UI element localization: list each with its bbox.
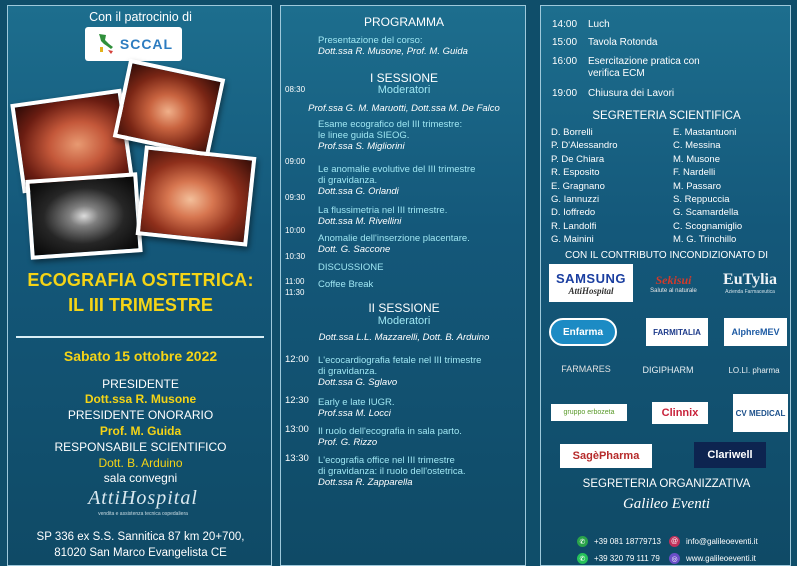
sponsor-clinnix: Clinnix: [652, 402, 708, 424]
whatsapp-icon: ✆: [577, 553, 588, 564]
contact-email[interactable]: @ info@galileoeventi.it: [670, 537, 758, 546]
venue-label: sala convegni: [103, 471, 178, 485]
member-name: C. Scognamiglio: [673, 220, 743, 232]
scientific-lead-label: RESPONSABILE SCIENTIFICO: [54, 440, 227, 454]
program-heading: PROGRAMMA: [363, 15, 444, 29]
sponsor-clariwell: Clariwell: [694, 442, 766, 468]
sponsor-farmares: FARMARES: [561, 364, 611, 374]
address-line1: SP 336 ex S.S. Sannitica 87 km 20+700,: [36, 531, 245, 543]
divider: [16, 336, 264, 338]
schedule-time: 19:00: [552, 88, 578, 99]
schedule-label: Chiusura dei Lavori: [588, 88, 675, 99]
talk-title: le linee guida SIEOG.: [318, 130, 410, 141]
member-name: C. Messina: [673, 140, 721, 152]
talk-time: 10:00: [285, 226, 306, 235]
intro-speakers: Dott.ssa R. Musone, Prof. M. Guida: [318, 46, 468, 57]
left-panel: [7, 5, 272, 566]
talk-title: Esame ecografico del III trimestre:: [318, 119, 463, 130]
talk-speaker: Dott.ssa R. Zapparella: [318, 477, 413, 488]
sponsor-enfarma: Enfarma: [549, 318, 617, 346]
organizer-logo: Galileo Eventi: [622, 496, 711, 512]
secretariat-column-1: [551, 126, 618, 247]
event-title-line1: ECOGRAFIA OSTETRICA:: [27, 270, 254, 290]
member-name: M. G. Trinchillo: [673, 234, 737, 246]
venue-logo-text: AttiHospital: [88, 487, 198, 509]
member-name: P. De Chiara: [551, 153, 605, 165]
sponsor-farmitalia: FARMITALIA: [646, 318, 708, 346]
session2-moderators: Dott.ssa L.L. Mazzarelli, Dott. B. Arduino: [318, 332, 490, 343]
schedule-time: 15:00: [552, 37, 578, 48]
talk-title: di gravidanza.: [318, 175, 378, 186]
session1-moderators: Prof.ssa G. M. Maruotti, Dott.ssa M. De Falco: [308, 103, 500, 114]
talk-speaker: Dott.ssa G. Sglavo: [318, 377, 398, 388]
talk-speaker: Prof.ssa S. Migliorini: [318, 141, 405, 152]
talk-speaker: Prof.ssa M. Locci: [318, 408, 391, 419]
member-name: G. Scamardella: [673, 207, 739, 219]
talk-time: 10:30: [285, 252, 306, 261]
member-name: E. Mastantuoni: [673, 127, 737, 138]
talk-speaker: Prof. G. Rizzo: [318, 437, 378, 448]
talk-time: 13:30: [285, 453, 309, 464]
patron-logo-text: SCCAL: [119, 36, 174, 52]
contact-phone-1[interactable]: ✆ +39 081 18779713: [577, 536, 661, 547]
member-name: D. Borrelli: [551, 127, 593, 138]
president-label: PRESIDENTE: [102, 377, 179, 391]
schedule-label: Esercitazione pratica con: [588, 56, 700, 67]
discussion-label: DISCUSSIONE: [318, 262, 384, 273]
address-line2: 81020 San Marco Evangelista CE: [54, 547, 227, 559]
patron-logo: [85, 27, 182, 61]
scientific-secretariat-heading: SEGRETERIA SCIENTIFICA: [592, 110, 741, 122]
schedule-label: Tavola Rotonda: [588, 37, 658, 48]
sponsor-alphremev: AlphreMEV: [724, 318, 787, 346]
schedule-label: verifica ECM: [588, 68, 645, 79]
talk-title: Anomalie dell'inserzione placentare.: [318, 233, 470, 244]
talk-title: Le anomalie evolutive del III trimestre: [318, 164, 476, 175]
session2-moderators-label: Moderatori: [377, 315, 431, 327]
program-panel: [280, 5, 526, 566]
honorary-president-label: PRESIDENTE ONORARIO: [67, 408, 214, 422]
event-date: Sabato 15 ottobre 2022: [63, 348, 218, 364]
talk-time: 12:00: [285, 354, 309, 365]
talk-title: Early e late IUGR.: [318, 397, 395, 408]
email-icon: @: [670, 538, 679, 545]
event-title-line2: IL III TRIMESTRE: [68, 295, 213, 315]
member-name: F. Nardelli: [673, 167, 716, 179]
talk-time: 13:00: [285, 424, 309, 435]
member-name: G. Mainini: [551, 234, 594, 246]
info-panel: [540, 5, 791, 566]
sponsor-sekisui: Sekisui Salute al naturale: [650, 272, 697, 294]
talk-speaker: Dott. G. Saccone: [318, 244, 391, 255]
member-name: S. Reppuccia: [673, 194, 730, 206]
talk-time: 12:30: [285, 395, 309, 406]
sponsor-loli-pharma: LO.LI. pharma: [728, 365, 780, 375]
ultrasound-photo-2: [113, 59, 225, 158]
member-name: M. Passaro: [673, 180, 722, 192]
organizing-secretariat-heading: SEGRETERIA ORGANIZZATIVA: [582, 478, 751, 490]
talk-time: 09:30: [285, 193, 306, 202]
sponsor-erbozeta: gruppo erbozeta: [551, 404, 627, 421]
member-name: R. Landolfi: [551, 220, 597, 232]
schedule-time: 16:00: [552, 56, 578, 67]
talk-title: Il ruolo dell'ecografia in sala parto.: [318, 426, 462, 437]
globe-icon: ◎: [669, 553, 680, 564]
sponsor-samsung-attihospital: SAMSUNG AttiHospital: [549, 264, 633, 302]
talk-title: L'ecocardiografia fetale nel III trimestre: [318, 355, 482, 366]
president-name: Dott.ssa R. Musone: [84, 392, 197, 406]
ultrasound-photo-3: [25, 172, 142, 260]
sponsor-sagepharma: SagèPharma: [560, 444, 652, 468]
talk-time: 11:00: [285, 277, 305, 286]
phone-icon: ✆: [577, 536, 588, 547]
talk-speaker: Dott.ssa M. Rivellini: [318, 216, 402, 227]
session1-time: 08:30: [285, 85, 306, 94]
talk-title: L'ecografia office nel III trimestre: [318, 455, 455, 466]
talk-title: di gravidanza.: [318, 366, 378, 377]
contribution-heading: CON IL CONTRIBUTO INCONDIZIONATO DI: [565, 250, 768, 261]
sponsor-digipharm: DIGIPHARM: [642, 365, 694, 375]
member-name: D. Ioffredo: [551, 207, 596, 219]
intro-title: Presentazione del corso:: [318, 35, 423, 46]
sponsor-eutylia: EuTylia Azienda Farmaceutica: [723, 271, 777, 295]
member-name: R. Esposito: [551, 167, 600, 179]
member-name: E. Gragnano: [551, 180, 605, 192]
talk-time: 11:30: [285, 288, 305, 297]
venue-logo: [68, 487, 218, 527]
member-name: G. Iannuzzi: [551, 194, 600, 206]
talk-time: 09:00: [285, 157, 306, 166]
session1-moderators-label: Moderatori: [377, 84, 431, 96]
contact-phone-2[interactable]: ✆ +39 320 79 111 79: [577, 553, 660, 564]
italy-map-icon: [94, 32, 116, 56]
member-name: P. D'Alessandro: [551, 140, 618, 152]
talk-title: di gravidanza: il ruolo dell'ostetrica.: [318, 466, 466, 477]
contact-website[interactable]: ◎ www.galileoeventi.it: [669, 553, 756, 564]
secretariat-column-2: [673, 126, 742, 247]
coffee-break-label: Coffee Break: [318, 279, 374, 290]
member-name: M. Musone: [673, 153, 720, 165]
ultrasound-photo-4: [136, 145, 257, 246]
patronage-label: Con il patrocinio di: [89, 10, 192, 24]
session1-title: I SESSIONE: [369, 71, 439, 85]
sponsor-cv-medical: CV MEDICAL: [733, 394, 788, 432]
honorary-president-name: Prof. M. Guida: [99, 424, 182, 438]
venue-logo-subtitle: vendita e assistenza tecnica ospedaliera: [98, 511, 188, 517]
scientific-lead-name: Dott. B. Arduino: [98, 456, 183, 470]
talk-speaker: Dott.ssa G. Orlandi: [318, 186, 399, 197]
talk-title: La flussimetria nel III trimestre.: [318, 205, 448, 216]
schedule-time: 14:00: [552, 19, 578, 30]
schedule-label: Luch: [588, 19, 610, 30]
session2-title: II SESSIONE: [368, 301, 440, 315]
